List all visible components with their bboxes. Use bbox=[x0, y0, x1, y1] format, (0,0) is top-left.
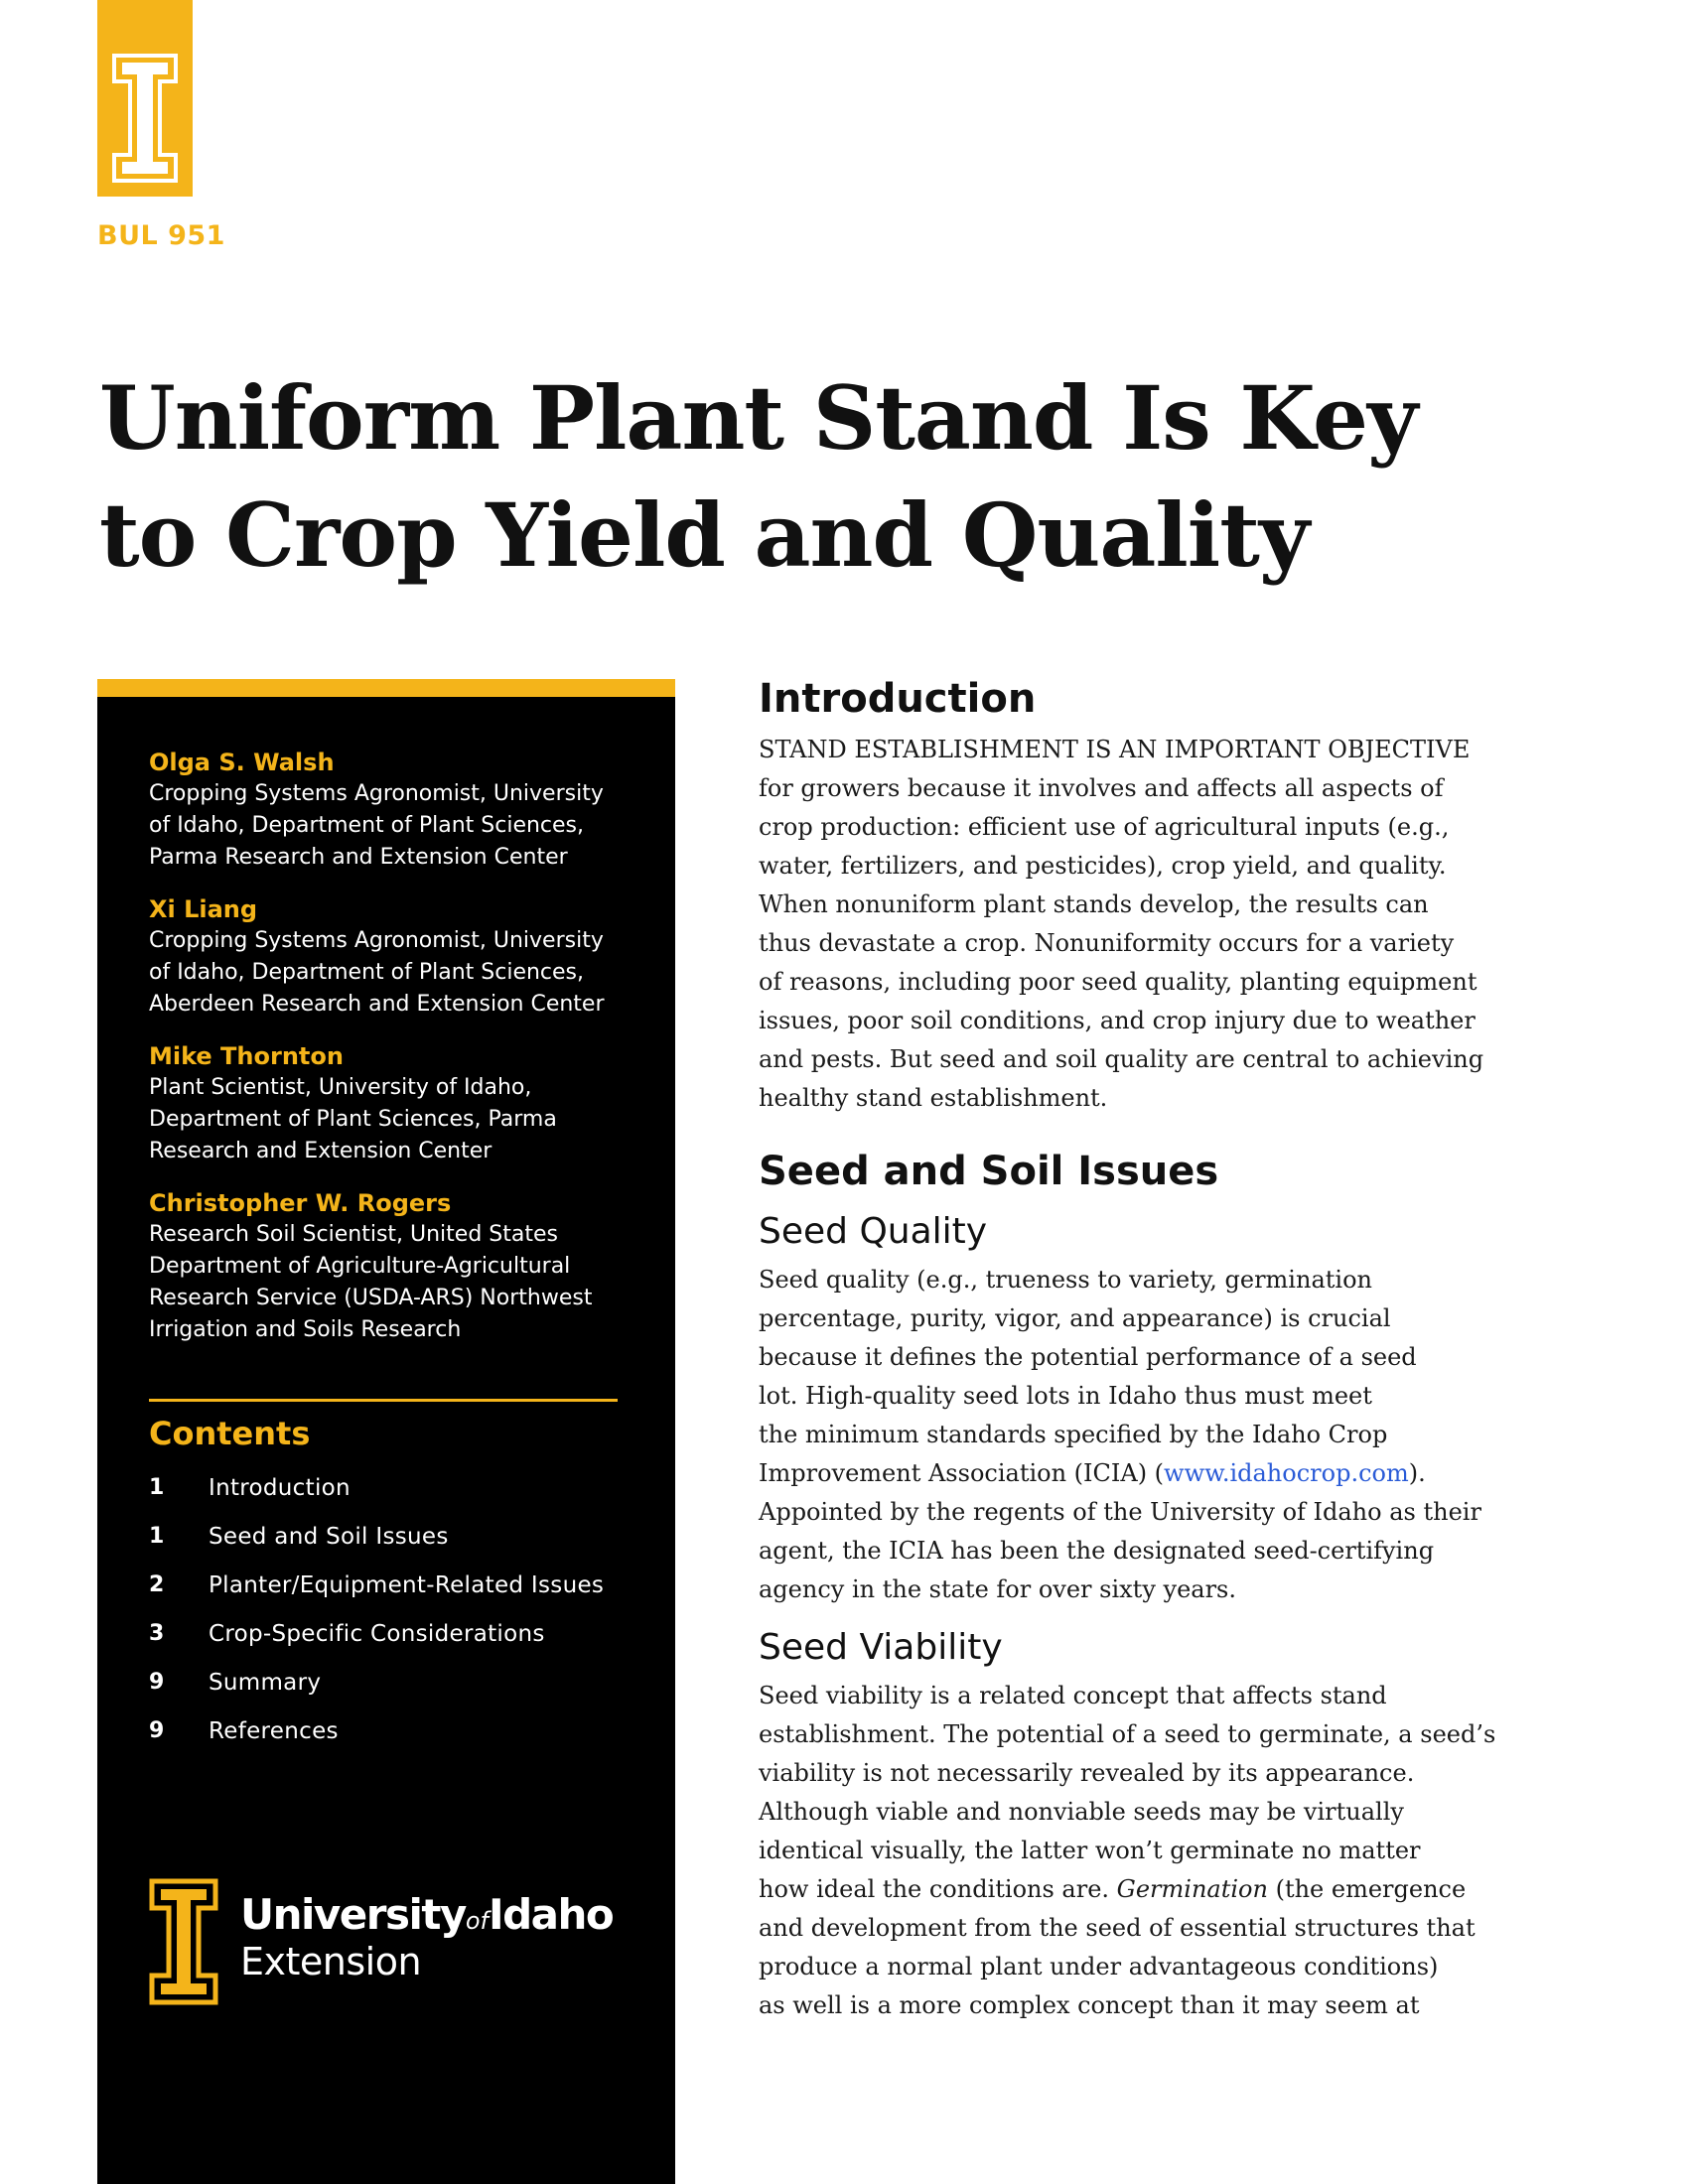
university-of-idaho-extension-logo bbox=[149, 1878, 645, 2007]
logo-word-idaho: Idaho bbox=[488, 1890, 614, 1939]
text-line: the minimum standards specified by the Idaho Crop bbox=[759, 1421, 1388, 1448]
author-name: Xi Liang bbox=[149, 895, 258, 923]
subheading-seed-quality: Seed Quality bbox=[759, 1211, 988, 1252]
toc-item-planter-equipment[interactable] bbox=[149, 1561, 645, 1609]
author-name: Mike Thornton bbox=[149, 1042, 344, 1070]
author-block bbox=[149, 893, 645, 1021]
toc-page-number: 3 bbox=[149, 1621, 165, 1646]
text-line: STAND ESTABLISHMENT IS AN IMPORTANT OBJECTIVE bbox=[759, 736, 1471, 763]
author-affiliation: Cropping Systems Agronomist, University bbox=[149, 781, 604, 806]
emphasized-term: Germination bbox=[1116, 1875, 1268, 1903]
university-logo-tab bbox=[97, 0, 193, 197]
text-line: viability is not necessarily revealed by its appearance. bbox=[759, 1759, 1415, 1787]
section-heading-seed-soil: Seed and Soil Issues bbox=[759, 1149, 1219, 1194]
author-name: Olga S. Walsh bbox=[149, 749, 335, 776]
text-line: as well is a more complex concept than it may seem at bbox=[759, 1991, 1420, 2019]
author-affiliation: Irrigation and Soils Research bbox=[149, 1317, 462, 1342]
text-line: of reasons, including poor seed quality, planting equipment bbox=[759, 968, 1477, 996]
toc-item-seed-soil[interactable] bbox=[149, 1512, 645, 1561]
toc-item-references[interactable] bbox=[149, 1706, 645, 1755]
author-name: Christopher W. Rogers bbox=[149, 1189, 452, 1217]
author-affiliation: of Idaho, Department of Plant Sciences, bbox=[149, 813, 585, 838]
section-heading-introduction: Introduction bbox=[759, 676, 1037, 722]
toc-item-introduction[interactable] bbox=[149, 1463, 645, 1512]
text-line: Although viable and nonviable seeds may be virtually bbox=[759, 1798, 1404, 1826]
main-content bbox=[759, 667, 1513, 2025]
seed-quality-paragraph bbox=[759, 1261, 1513, 1609]
text-line: healthy stand establishment. bbox=[759, 1084, 1108, 1112]
text-fragment: ). bbox=[1408, 1459, 1426, 1487]
author-list bbox=[149, 747, 645, 1366]
logo-word-university: University bbox=[240, 1890, 466, 1939]
toc-page-number: 9 bbox=[149, 1718, 165, 1743]
toc-label: Planter/Equipment-Related Issues bbox=[209, 1571, 605, 1598]
text-line: agent, the ICIA has been the designated seed-certifying bbox=[759, 1537, 1435, 1565]
author-block bbox=[149, 747, 645, 874]
author-affiliation: Cropping Systems Agronomist, University bbox=[149, 928, 604, 953]
bulletin-number: BUL 951 bbox=[97, 220, 225, 251]
author-affiliation: Research and Extension Center bbox=[149, 1139, 492, 1163]
page-title bbox=[99, 359, 1509, 594]
toc-label: References bbox=[209, 1717, 339, 1744]
text-line: Seed quality (e.g., trueness to variety, germination bbox=[759, 1266, 1372, 1294]
sidebar-accent-bar bbox=[97, 679, 675, 697]
text-line: When nonuniform plant stands develop, the results can bbox=[759, 890, 1429, 918]
icia-website-link[interactable]: www.idahocrop.com bbox=[1164, 1459, 1409, 1487]
text-fragment: (the emergence bbox=[1267, 1875, 1467, 1903]
toc-item-summary[interactable] bbox=[149, 1658, 645, 1706]
university-i-icon bbox=[112, 54, 178, 183]
subheading-seed-viability: Seed Viability bbox=[759, 1627, 1003, 1668]
text-fragment: Improvement Association (ICIA) ( bbox=[759, 1459, 1165, 1487]
toc-label: Introduction bbox=[209, 1474, 351, 1501]
author-affiliation: of Idaho, Department of Plant Sciences, bbox=[149, 960, 585, 985]
text-line: lot. High-quality seed lots in Idaho thus must meet bbox=[759, 1382, 1372, 1410]
toc-label: Crop-Specific Considerations bbox=[209, 1620, 545, 1647]
contents-divider bbox=[149, 1399, 618, 1402]
text-line: water, fertilizers, and pesticides), crop yield, and quality. bbox=[759, 852, 1447, 880]
author-affiliation: Research Soil Scientist, United States bbox=[149, 1222, 558, 1247]
author-block bbox=[149, 1187, 645, 1346]
text-line: issues, poor soil conditions, and crop injury due to weather bbox=[759, 1007, 1476, 1034]
text-fragment: how ideal the conditions are. bbox=[759, 1875, 1117, 1903]
text-line: identical visually, the latter won’t germinate no matter bbox=[759, 1837, 1421, 1864]
text-line: agency in the state for over sixty years. bbox=[759, 1575, 1236, 1603]
logo-subtitle: Extension bbox=[240, 1940, 422, 1983]
table-of-contents bbox=[149, 1463, 645, 1755]
toc-item-crop-specific[interactable] bbox=[149, 1609, 645, 1658]
text-line: and pests. But seed and soil quality are central to achieving bbox=[759, 1045, 1484, 1073]
university-i-icon bbox=[149, 1878, 218, 2005]
text-line: and development from the seed of essential structures that bbox=[759, 1914, 1476, 1942]
seed-viability-paragraph bbox=[759, 1677, 1513, 2025]
logo-word-of: of bbox=[465, 1907, 489, 1935]
author-block bbox=[149, 1040, 645, 1167]
text-line: thus devastate a crop. Nonuniformity occurs for a variety bbox=[759, 929, 1455, 957]
toc-page-number: 1 bbox=[149, 1475, 165, 1500]
intro-paragraph bbox=[759, 731, 1513, 1118]
text-line bbox=[759, 1870, 1513, 1909]
title-line-2: to Crop Yield and Quality bbox=[99, 483, 1309, 587]
sidebar bbox=[97, 697, 675, 2184]
author-affiliation: Aberdeen Research and Extension Center bbox=[149, 992, 605, 1017]
text-line: Appointed by the regents of the University of Idaho as their bbox=[759, 1498, 1481, 1526]
toc-page-number: 1 bbox=[149, 1524, 165, 1549]
text-line: produce a normal plant under advantageous conditions) bbox=[759, 1953, 1439, 1980]
contents-heading: Contents bbox=[149, 1415, 311, 1452]
author-affiliation: Research Service (USDA-ARS) Northwest bbox=[149, 1286, 593, 1310]
toc-page-number: 2 bbox=[149, 1572, 165, 1597]
author-affiliation: Parma Research and Extension Center bbox=[149, 845, 568, 870]
author-affiliation: Department of Plant Sciences, Parma bbox=[149, 1107, 557, 1132]
text-line: percentage, purity, vigor, and appearance) is crucial bbox=[759, 1304, 1391, 1332]
logo-wordmark bbox=[240, 1890, 613, 1939]
text-line: establishment. The potential of a seed to germinate, a seed’s bbox=[759, 1720, 1496, 1748]
text-line: Seed viability is a related concept that affects stand bbox=[759, 1682, 1387, 1709]
toc-label: Seed and Soil Issues bbox=[209, 1523, 449, 1550]
toc-page-number: 9 bbox=[149, 1670, 165, 1695]
author-affiliation: Plant Scientist, University of Idaho, bbox=[149, 1075, 532, 1100]
text-line: for growers because it involves and affects all aspects of bbox=[759, 774, 1444, 802]
text-line bbox=[759, 1454, 1513, 1493]
toc-label: Summary bbox=[209, 1669, 322, 1696]
author-affiliation: Department of Agriculture-Agricultural bbox=[149, 1254, 571, 1279]
text-line: because it defines the potential performance of a seed bbox=[759, 1343, 1417, 1371]
title-line-1: Uniform Plant Stand Is Key bbox=[99, 366, 1418, 470]
text-line: crop production: efficient use of agricultural inputs (e.g., bbox=[759, 813, 1450, 841]
